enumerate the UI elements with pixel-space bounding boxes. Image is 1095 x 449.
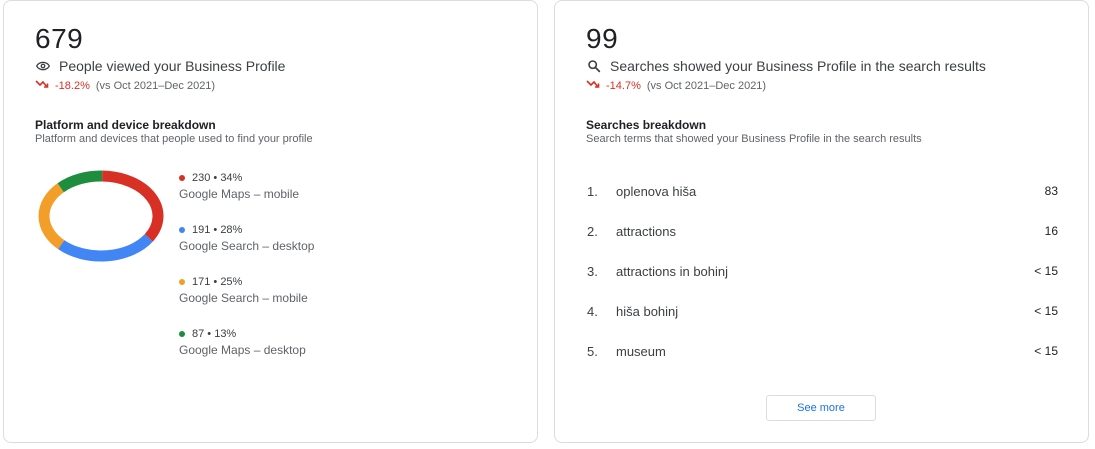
legend-value-text: 191 • 28% <box>192 224 243 236</box>
donut-slice <box>102 176 158 238</box>
trending-down-icon <box>35 79 49 92</box>
donut-slice <box>61 176 102 188</box>
term-rank: 2. <box>587 223 598 239</box>
term-count: < 15 <box>1034 264 1058 278</box>
term-name: hiša bohinj <box>616 303 679 319</box>
term-rank: 3. <box>587 263 598 279</box>
legend-value-text: 171 • 25% <box>192 276 243 288</box>
legend-dot <box>179 227 185 233</box>
searches-breakdown-subtitle: Search terms that showed your Business Profile in the search results <box>586 133 922 145</box>
term-name: museum <box>616 343 666 359</box>
searches-card <box>554 0 1089 443</box>
platform-donut-chart <box>34 168 168 264</box>
views-change-period: (vs Oct 2021–Dec 2021) <box>95 79 216 92</box>
legend-label: Google Maps – desktop <box>179 343 306 357</box>
searches-change-period: (vs Oct 2021–Dec 2021) <box>646 79 767 92</box>
searches-metric-label: Searches showed your Business Profile in the search results <box>610 58 986 74</box>
legend-item <box>179 327 314 379</box>
term-count: 16 <box>1044 224 1058 238</box>
legend-item <box>179 275 314 327</box>
term-count: < 15 <box>1034 304 1058 318</box>
legend-item <box>179 171 314 223</box>
list-item <box>587 331 1058 371</box>
donut-slice <box>61 238 149 256</box>
searches-metric-row <box>586 58 986 74</box>
list-item <box>587 171 1058 211</box>
legend-dot <box>179 279 185 285</box>
views-card <box>3 0 538 443</box>
searches-total: 99 <box>586 23 619 54</box>
searches-change-row <box>586 79 766 92</box>
see-more-button[interactable]: See more <box>766 395 876 421</box>
term-name: attractions in bohinj <box>616 263 729 279</box>
legend-label: Google Search – mobile <box>179 291 308 305</box>
search-icon <box>586 58 602 74</box>
list-item <box>587 251 1058 291</box>
platform-legend <box>179 171 314 379</box>
views-metric-row <box>35 58 285 74</box>
legend-value-text: 87 • 13% <box>192 328 237 340</box>
term-count: < 15 <box>1034 344 1058 358</box>
donut-slice <box>44 188 61 245</box>
platform-breakdown-title: Platform and device breakdown <box>35 118 216 132</box>
term-rank: 5. <box>587 343 598 359</box>
legend-label: Google Search – desktop <box>179 239 315 253</box>
search-terms-list <box>587 171 1058 371</box>
platform-breakdown-subtitle: Platform and devices that people used to find your profile <box>35 133 313 145</box>
eye-icon <box>35 58 51 74</box>
views-change-percent: -18.2% <box>55 79 90 92</box>
legend-value-text: 230 • 34% <box>192 172 243 184</box>
term-count: 83 <box>1044 184 1058 198</box>
trending-down-icon <box>586 79 600 92</box>
legend-dot <box>179 331 185 337</box>
views-metric-label: People viewed your Business Profile <box>59 58 286 74</box>
term-rank: 4. <box>587 303 598 319</box>
legend-item <box>179 223 314 275</box>
views-change-row <box>35 79 215 92</box>
legend-dot <box>179 175 185 181</box>
legend-label: Google Maps – mobile <box>179 187 300 201</box>
searches-change-percent: -14.7% <box>606 79 641 92</box>
term-rank: 1. <box>587 183 598 199</box>
list-item <box>587 291 1058 331</box>
term-name: oplenova hiša <box>616 183 697 199</box>
term-name: attractions <box>616 223 676 239</box>
views-total: 679 <box>35 23 84 54</box>
list-item <box>587 211 1058 251</box>
searches-breakdown-title: Searches breakdown <box>586 118 707 132</box>
